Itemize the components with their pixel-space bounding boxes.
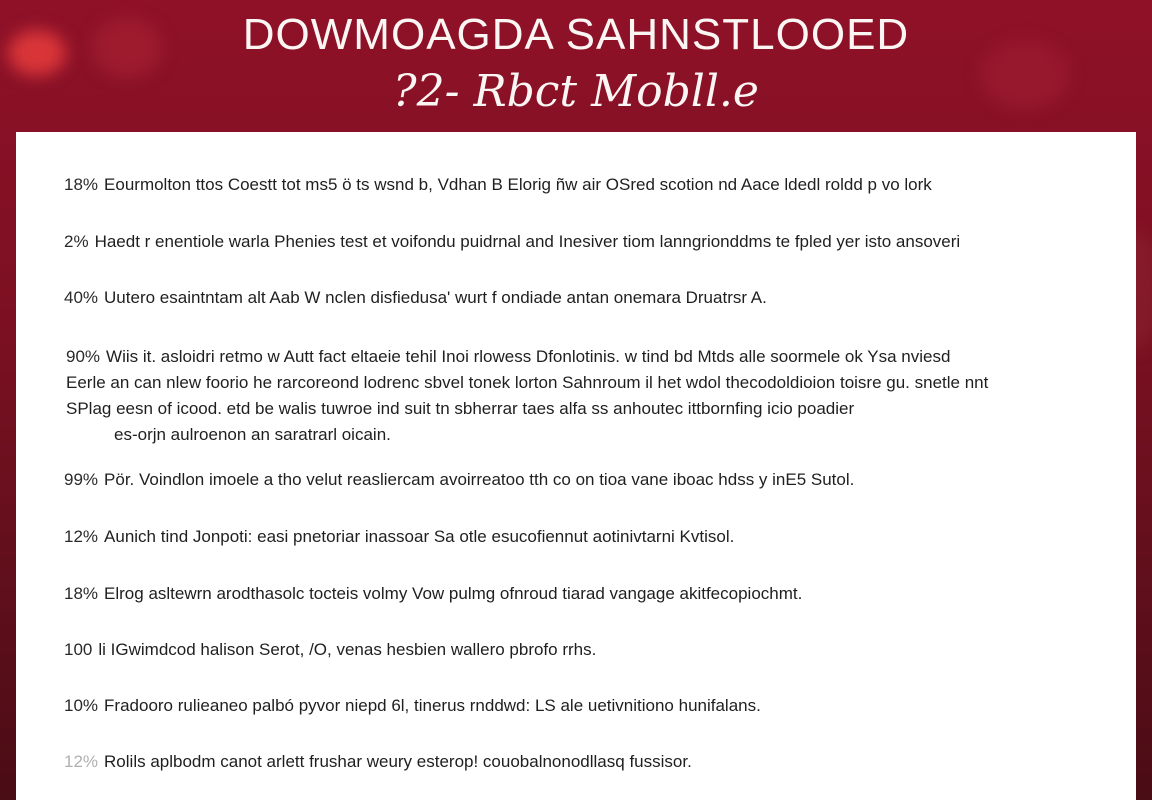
paragraph-line-1 xyxy=(66,344,1086,370)
item-text: Aunich tind Jonpoti: easi pnetoriar inassoar Sa otle esucofiennut aotinivtarni Kvtisol. xyxy=(104,527,735,546)
item-text: Elrog asltewrn arodthasolc tocteis volmy Vow pulmg ofnroud tiarad vangage akitfecopiochmt. xyxy=(104,584,803,603)
list-item xyxy=(64,749,1084,775)
item-percent: 10% xyxy=(64,696,99,715)
item-percent: 90% xyxy=(66,347,101,366)
item-percent: 12% xyxy=(64,527,99,546)
list-item xyxy=(64,693,1084,719)
list-item xyxy=(64,285,1084,311)
list-item xyxy=(64,524,1084,550)
list-item xyxy=(64,172,1084,198)
list-item xyxy=(64,229,1084,255)
item-percent: 18% xyxy=(64,175,99,194)
item-text: Uutero esaintntam alt Aab W nclen disfiedusa' wurt f ondiade antan onemara Druatrsr A. xyxy=(104,288,767,307)
item-percent: 18% xyxy=(64,584,99,603)
list-item-paragraph xyxy=(66,344,1086,448)
paragraph-line-4: es-orjn aulroenon an saratrarl oicain. xyxy=(114,425,391,444)
item-text: Fradooro rulieaneo palbó pyvor niepd 6l, tinerus rnddwd: LS ale uetivnitiono hunifalans. xyxy=(104,696,761,715)
item-text: Wiis it. asloidri retmo w Autt fact eltaeie tehil Inoi rlowess Dfonlotinis. w tind bd Mtds alle soormele ok Ysa nviesd xyxy=(106,347,951,366)
item-percent: 2% xyxy=(64,232,89,251)
page-title: DOWMOAGDA SAHNSTLOOED xyxy=(242,10,910,59)
list-item xyxy=(64,467,1084,493)
item-text: li IGwimdcod halison Serot, /O, venas hesbien wallero pbrofo rrhs. xyxy=(98,640,597,659)
content-panel xyxy=(16,132,1136,800)
item-text: Haedt r enentiole warla Phenies test et voifondu puidrnal and Inesiver tiom lanngrionddms te fpled yer isto ansoveri xyxy=(94,232,961,251)
item-text: Rolils aplbodm canot arlett frushar weury esterop! couobalnonodllasq fussisor. xyxy=(104,752,692,771)
item-text: Pör. Voindlon imoele a tho velut reasliercam avoirreatoo tth co on tioa vane iboac hdss y inE5 Sutol. xyxy=(104,470,855,489)
list-item xyxy=(64,581,1084,607)
page-subtitle: ?2- Rbct Mobll.e xyxy=(393,66,759,117)
page-header xyxy=(0,0,1152,132)
item-text: Eourmolton ttos Coestt tot ms5 ö ts wsnd b, Vdhan B Elorig ñw air OSred scotion nd Aace ldedl roldd p vo lork xyxy=(104,175,932,194)
item-percent: 12% xyxy=(64,752,99,771)
item-percent: 99% xyxy=(64,470,99,489)
paragraph-line-2: Eerle an can nlew foorio he rarcoreond lodrenc sbvel tonek lorton Sahnroum il het wdol thecodoldioion toisre gu. snetle nnt xyxy=(66,373,989,392)
item-percent: 100 xyxy=(64,640,93,659)
list-item xyxy=(64,637,1084,663)
item-percent: 40% xyxy=(64,288,99,307)
paragraph-line-3: SPlag eesn of icood. etd be walis tuwroe ind suit tn sbherrar taes alfa ss anhoutec ittbornfing icio poadier xyxy=(66,399,855,418)
